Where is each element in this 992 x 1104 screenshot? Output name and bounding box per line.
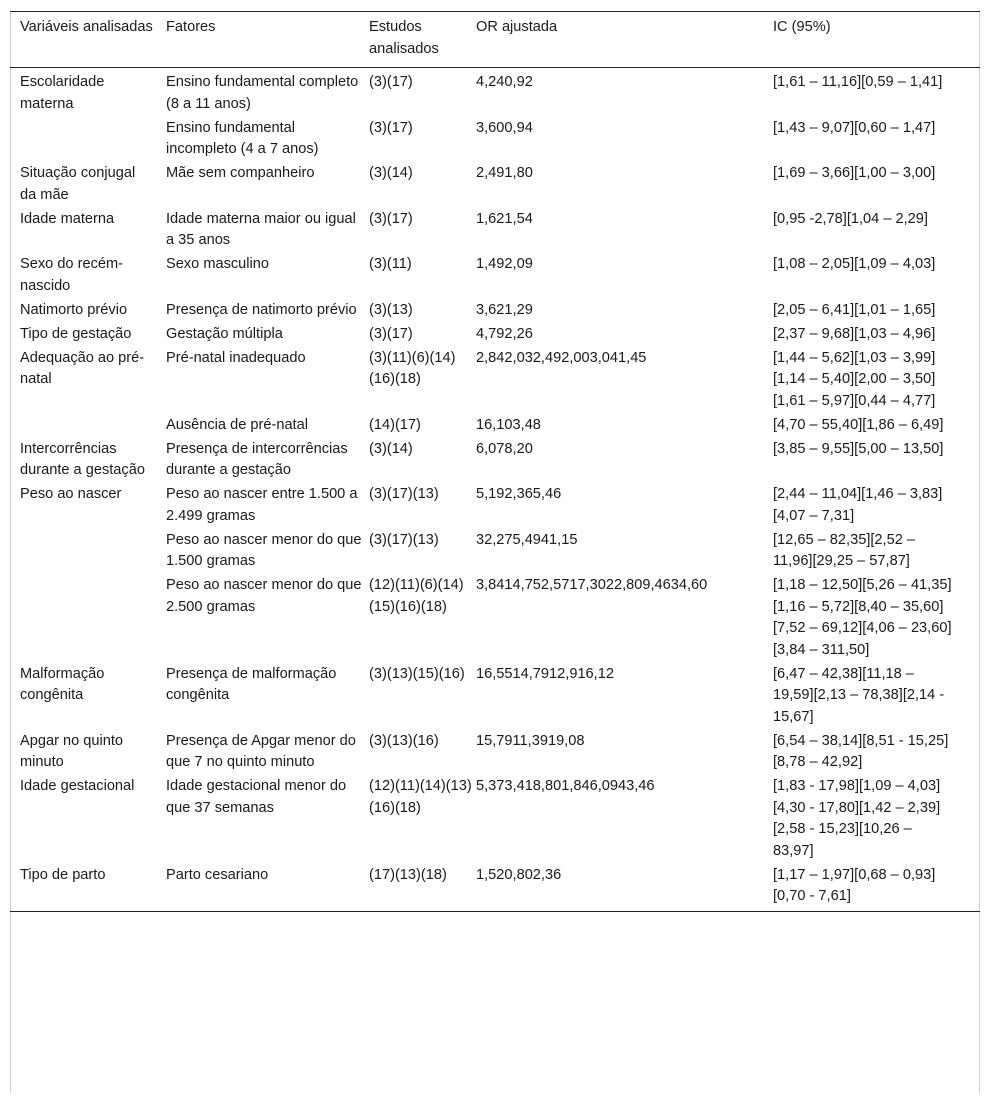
cell-variable: Natimorto prévio xyxy=(20,301,128,318)
cell-factor: Idade materna maior ou igual a 35 anos xyxy=(166,210,356,248)
cell-factor: Ensino fundamental completo (8 a 11 anos) xyxy=(166,74,359,112)
cell-variable: Peso ao nascer xyxy=(20,486,122,502)
table-body xyxy=(10,68,980,912)
cell-ci: [4,70 – 55,40][1,86 – 6,49] xyxy=(773,416,944,433)
cell-studies: (12)(11)(14)(13)(16)(18) xyxy=(369,778,472,816)
cell-ci: [1,18 – 12,50][5,26 – 41,35][1,16 – 5,72][8,40 – 35,60][7,52 – 69,12][4,06 – 23,60][3,84 – 311,50] xyxy=(773,577,952,658)
table-row xyxy=(10,252,980,298)
cell-factor: Mãe sem companheiro xyxy=(166,165,315,181)
cell-variable: Adequação ao pré-natal xyxy=(20,349,145,387)
cell-variable: Tipo de parto xyxy=(20,866,106,883)
table-row xyxy=(10,573,980,662)
cell-ci: [6,47 – 42,38][11,18 – 19,59][2,13 – 78,38][2,14 - 15,67] xyxy=(773,665,945,725)
header-factors: Fatores xyxy=(166,19,216,35)
cell-variable: Apgar no quinto minuto xyxy=(20,732,124,770)
cell-or: 4,792,26 xyxy=(476,325,533,342)
cell-studies: (3)(17) xyxy=(369,210,413,227)
cell-variable xyxy=(10,528,155,574)
cell-studies: (3)(11)(6)(14)(16)(18) xyxy=(369,349,456,387)
header-variables: Variáveis analisadas xyxy=(20,19,153,35)
cell-variable: Situação conjugal da mãe xyxy=(20,165,136,203)
table-row xyxy=(10,482,980,528)
table-row xyxy=(10,528,980,574)
cell-or: 4,240,92 xyxy=(476,74,533,90)
header-row xyxy=(10,12,980,68)
table-row xyxy=(10,207,980,253)
table-row xyxy=(10,161,980,207)
cell-ci: [2,44 – 11,04][1,46 – 3,83][4,07 – 7,31] xyxy=(773,486,943,524)
cell-factor: Peso ao nascer menor do que 2.500 gramas xyxy=(166,577,362,615)
cell-studies: (14)(17) xyxy=(369,416,421,433)
cell-or: 2,491,80 xyxy=(476,165,533,181)
cell-ci: [1,83 - 17,98][1,09 – 4,03][4,30 - 17,80][1,42 – 2,39][2,58 - 15,23][10,26 – 83,97] xyxy=(773,778,941,859)
cell-or: 1,492,09 xyxy=(476,256,533,272)
cell-variable: Sexo do recém-nascido xyxy=(20,256,124,294)
cell-factor: Parto cesariano xyxy=(166,866,269,883)
cell-or: 3,600,94 xyxy=(476,119,533,136)
cell-ci: [1,44 – 5,62][1,03 – 3,99][1,14 – 5,40][2,00 – 3,50][1,61 – 5,97][0,44 – 4,77] xyxy=(773,349,936,409)
cell-studies: (3)(17)(13) xyxy=(369,486,439,502)
cell-variable: Idade gestacional xyxy=(20,778,135,794)
cell-variable: Intercorrências durante a gestação xyxy=(20,440,145,478)
header-ci: IC (95%) xyxy=(773,19,831,35)
cell-ci: [1,08 – 2,05][1,09 – 4,03] xyxy=(773,256,936,272)
cell-studies: (3)(17) xyxy=(369,74,413,90)
cell-or: 16,103,48 xyxy=(476,416,541,433)
table-row xyxy=(10,322,980,346)
table-row xyxy=(10,116,980,162)
cell-or: 32,275,4941,15 xyxy=(476,531,578,548)
cell-factor: Presença de malformação congênita xyxy=(166,665,337,703)
cell-factor: Pré-natal inadequado xyxy=(166,349,306,366)
cell-studies: (17)(13)(18) xyxy=(369,866,447,883)
cell-studies: (3)(17)(13) xyxy=(369,531,439,548)
cell-studies: (3)(14) xyxy=(369,440,413,457)
cell-ci: [1,17 – 1,97][0,68 – 0,93][0,70 - 7,61] xyxy=(773,866,936,904)
cell-ci: [12,65 – 82,35][2,52 – 11,96][29,25 – 57,87] xyxy=(773,531,916,569)
cell-factor: Presença de intercorrências durante a gestação xyxy=(166,440,348,478)
cell-factor: Ausência de pré-natal xyxy=(166,416,308,433)
cell-or: 5,373,418,801,846,0943,46 xyxy=(476,778,655,794)
table-row xyxy=(10,729,980,775)
cell-or: 1,520,802,36 xyxy=(476,866,562,883)
cell-or: 1,621,54 xyxy=(476,210,533,227)
table-row xyxy=(10,774,980,863)
cell-studies: (12)(11)(6)(14)(15)(16)(18) xyxy=(369,577,464,615)
table-row xyxy=(10,437,980,483)
cell-ci: [2,05 – 6,41][1,01 – 1,65] xyxy=(773,301,936,318)
cell-studies: (3)(11) xyxy=(369,256,412,272)
cell-factor: Sexo masculino xyxy=(166,256,270,272)
table-row xyxy=(10,68,980,116)
table-row xyxy=(10,346,980,413)
cell-ci: [3,85 – 9,55][5,00 – 13,50] xyxy=(773,440,944,457)
cell-studies: (3)(13)(16) xyxy=(369,732,439,749)
header-studies: Estudos analisados xyxy=(369,19,439,57)
cell-studies: (3)(17) xyxy=(369,119,413,136)
cell-studies: (3)(13) xyxy=(369,301,413,318)
cell-ci: [1,43 – 9,07][0,60 – 1,47] xyxy=(773,119,936,136)
cell-variable xyxy=(10,413,155,437)
cell-factor: Peso ao nascer entre 1.500 a 2.499 gramas xyxy=(166,486,358,524)
cell-variable: Tipo de gestação xyxy=(20,325,132,342)
cell-studies: (3)(17) xyxy=(369,325,413,342)
cell-ci: [0,95 -2,78][1,04 – 2,29] xyxy=(773,210,928,227)
cell-or: 5,192,365,46 xyxy=(476,486,562,502)
cell-variable: Malformação congênita xyxy=(20,665,105,703)
cell-variable: Idade materna xyxy=(20,210,115,227)
header-or: OR ajustada xyxy=(476,19,558,35)
cell-or: 16,5514,7912,916,12 xyxy=(476,665,614,682)
cell-factor: Presença de Apgar menor do que 7 no quinto minuto xyxy=(166,732,356,770)
cell-or: 15,7911,3919,08 xyxy=(476,732,585,749)
table-row xyxy=(10,298,980,322)
cell-or: 2,842,032,492,003,041,45 xyxy=(476,349,647,366)
cell-or: 3,8414,752,5717,3022,809,4634,60 xyxy=(476,577,708,593)
cell-ci: [1,69 – 3,66][1,00 – 3,00] xyxy=(773,165,936,181)
cell-variable xyxy=(10,116,155,162)
cell-studies: (3)(14) xyxy=(369,165,413,181)
cell-variable xyxy=(10,573,155,662)
cell-factor: Presença de natimorto prévio xyxy=(166,301,357,318)
cell-variable: Escolaridade materna xyxy=(20,74,105,112)
cell-ci: [1,61 – 11,16][0,59 – 1,41] xyxy=(773,74,943,90)
table-header xyxy=(10,12,980,68)
cell-or: 3,621,29 xyxy=(476,301,533,318)
cell-ci: [6,54 – 38,14][8,51 - 15,25][8,78 – 42,92] xyxy=(773,732,949,770)
table-row xyxy=(10,662,980,729)
cell-ci: [2,37 – 9,68][1,03 – 4,96] xyxy=(773,325,936,342)
cell-or: 6,078,20 xyxy=(476,440,533,457)
cell-factor: Gestação múltipla xyxy=(166,325,283,342)
cell-factor: Idade gestacional menor do que 37 semanas xyxy=(166,778,347,816)
cell-studies: (3)(13)(15)(16) xyxy=(369,665,465,682)
table-row xyxy=(10,863,980,912)
table-row xyxy=(10,413,980,437)
cell-factor: Peso ao nascer menor do que 1.500 gramas xyxy=(166,531,362,569)
results-table xyxy=(10,11,980,912)
cell-factor: Ensino fundamental incompleto (4 a 7 anos) xyxy=(166,119,319,157)
